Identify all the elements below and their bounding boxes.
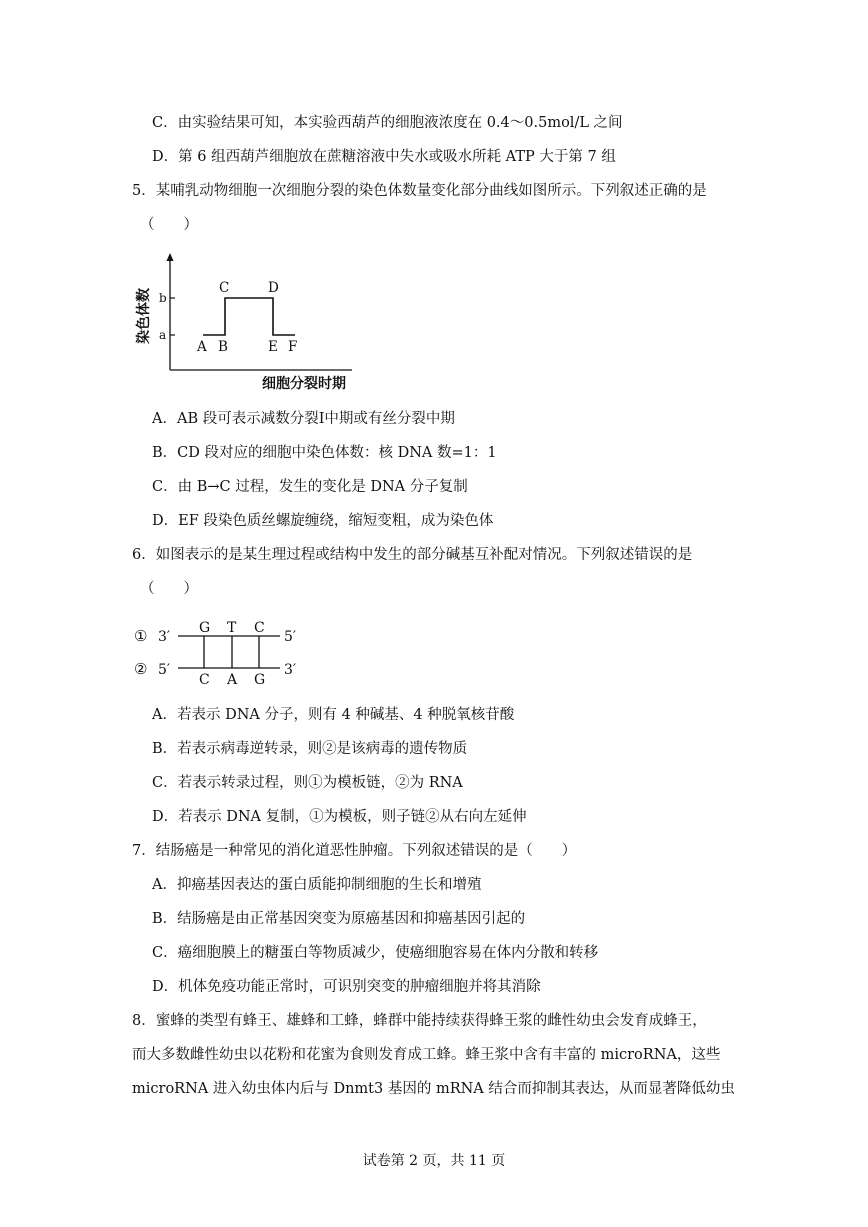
point-c: C — [219, 280, 230, 296]
q6-option-a: A．若表示 DNA 分子，则有 4 种碱基、4 种脱氧核苷酸 — [152, 707, 515, 723]
strand1-label: ① — [134, 627, 148, 645]
q4-option-c: C．由实验结果可知，本实验西葫芦的细胞液浓度在 0.4～0.5mol/L 之间 — [152, 115, 623, 131]
base-t-top: T — [227, 620, 237, 636]
q4-option-d: D．第 6 组西葫芦细胞放在蔗糖溶液中失水或吸水所耗 ATP 大于第 7 组 — [152, 149, 616, 165]
base-g-bottom: G — [254, 672, 266, 688]
q5-option-a: A．AB 段可表示减数分裂Ⅰ中期或有丝分裂中期 — [152, 411, 455, 427]
q5-option-c: C．由 B→C 过程，发生的变化是 DNA 分子复制 — [152, 479, 468, 495]
point-e: E — [268, 339, 278, 355]
graph-ylabel: 染色体数 — [136, 288, 152, 344]
q6-answer-paren: （ ） — [140, 581, 198, 597]
base-a-bottom: A — [227, 672, 238, 688]
point-a: A — [197, 339, 207, 355]
q8-line-3: microRNA 进入幼虫体内后与 Dnmt3 基因的 mRNA 结合而抑制其表达，从而显著降低幼虫 — [132, 1081, 735, 1097]
q6-stem: 6．如图表示的是某生理过程或结构中发生的部分碱基互补配对情况。下列叙述错误的是 — [132, 547, 693, 563]
point-f: F — [288, 339, 298, 355]
q7-option-c: C．癌细胞膜上的糖蛋白等物质减少，使癌细胞容易在体内分散和转移 — [152, 945, 599, 961]
point-b: B — [218, 339, 228, 355]
page-footer: 试卷第 2 页，共 11 页 — [362, 1153, 506, 1169]
base-c-top: C — [254, 620, 265, 636]
q5-option-b: B．CD 段对应的细胞中染色体数：核 DNA 数=1：1 — [152, 445, 497, 461]
q6-option-b: B．若表示病毒逆转录，则②是该病毒的遗传物质 — [152, 741, 468, 757]
base-g-top: G — [199, 620, 211, 636]
q8-line-1: 8．蜜蜂的类型有蜂王、雄蜂和工蜂，蜂群中能持续获得蜂王浆的雌性幼虫会发育成蜂王， — [132, 1013, 707, 1029]
q6-option-d: D．若表示 DNA 复制，①为模板，则子链②从右向左延伸 — [152, 809, 527, 825]
q7-option-d: D．机体免疫功能正常时，可识别突变的肿瘤细胞并将其消除 — [152, 979, 541, 995]
strand2-right-end: 3′ — [284, 662, 297, 678]
strand1-left-end: 3′ — [158, 629, 171, 645]
q7-option-b: B．结肠癌是由正常基因突变为原癌基因和抑癌基因引起的 — [152, 911, 526, 927]
q8-line-2: 而大多数雌性幼虫以花粉和花蜜为食则发育成工蜂。蜂王浆中含有丰富的 microRNA，这些 — [132, 1047, 721, 1063]
q5-chromosome-graph — [130, 250, 370, 395]
strand2-label: ② — [134, 660, 148, 678]
q6-option-c: C．若表示转录过程，则①为模板链，②为 RNA — [152, 775, 463, 791]
tick-b: b — [159, 291, 167, 305]
q5-stem: 5．某哺乳动物细胞一次细胞分裂的染色体数量变化部分曲线如图所示。下列叙述正确的是 — [132, 183, 707, 199]
q5-option-d: D．EF 段染色质丝螺旋缠绕，缩短变粗，成为染色体 — [152, 513, 494, 529]
point-d: D — [268, 280, 279, 296]
base-c-bottom: C — [199, 672, 210, 688]
strand1-right-end: 5′ — [284, 629, 297, 645]
strand2-left-end: 5′ — [158, 662, 171, 678]
q7-stem: 7．结肠癌是一种常见的消化道恶性肿瘤。下列叙述错误的是（ ） — [132, 843, 577, 859]
tick-a: a — [159, 328, 167, 342]
graph-y-arrow — [167, 253, 174, 261]
q5-answer-paren: （ ） — [140, 217, 198, 233]
q7-option-a: A．抑癌基因表达的蛋白质能抑制细胞的生长和增殖 — [152, 877, 482, 893]
q6-base-pairing-diagram — [130, 616, 320, 688]
chromosome-curve — [203, 298, 295, 335]
graph-xlabel: 细胞分裂时期 — [262, 376, 346, 392]
